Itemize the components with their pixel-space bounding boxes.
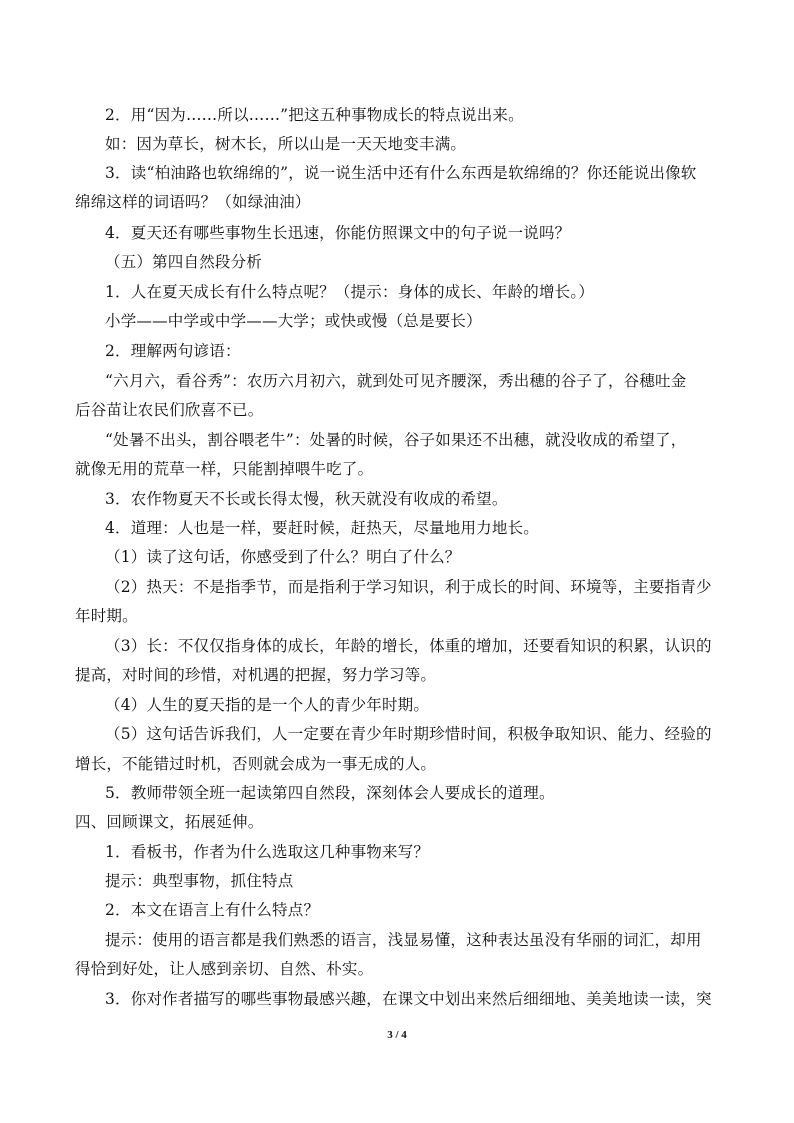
text-line: （1）读了这句话，你感受到了什么？明白了什么？: [105, 548, 461, 566]
text-line: 提示：典型事物，抓住特点: [105, 872, 294, 890]
text-line: 4．道理：人也是一样，要赶时候，赶热天，尽量地用力地长。: [105, 519, 539, 537]
section-heading: （五）第四自然段分析: [105, 253, 263, 271]
text-line: 后谷苗让农民们欣喜不已。: [75, 401, 264, 419]
text-line: 小学——中学或中学——大学；或快或慢（总是要长）: [105, 312, 482, 330]
text-line: “六月六，看谷秀”：农历六月初六，就到处可见齐腰深，秀出穗的谷子了，谷穗吐金: [105, 372, 687, 390]
text-line: 如：因为草长，树木长，所以山是一天天地变丰满。: [105, 135, 467, 153]
page-number: 3 / 4: [387, 1029, 407, 1041]
text-line: “处暑不出头，割谷喂老牛”：处暑的时候，谷子如果还不出穗，就没收成的希望了，: [105, 431, 687, 449]
text-line: 3．读“柏油路也软绵绵的”，说一说生活中还有什么东西是软绵绵的？你还能说出像软: [105, 164, 697, 182]
text-line: 年时期。: [75, 607, 138, 625]
text-line: （3）长：不仅仅指身体的成长，年龄的增长，体重的增加，还要看知识的积累，认识的: [105, 637, 712, 655]
text-line: 1．看板书，作者为什么选取这几种事物来写？: [105, 843, 430, 861]
text-line: 2．本文在语言上有什么特点？: [105, 901, 320, 919]
text-line: 绵绵这样的词语吗？（如绿油油）: [75, 193, 311, 211]
text-line: 2．理解两句谚语：: [105, 342, 241, 360]
text-line: 3．你对作者描写的哪些事物最感兴趣，在课文中划出来然后细细地、美美地读一读，突: [105, 990, 712, 1008]
text-line: 5．教师带领全班一起读第四自然段，深刻体会人要成长的道理。: [105, 784, 555, 802]
text-line: 提示：使用的语言都是我们熟悉的语言，浅显易懂，这种表达虽没有华丽的词汇，却用: [105, 931, 702, 949]
text-line: 就像无用的荒草一样，只能割掉喂牛吃了。: [75, 460, 374, 478]
text-line: 得恰到好处，让人感到亲切、自然、朴实。: [75, 960, 374, 978]
text-line: （4）人生的夏天指的是一个人的青少年时期。: [105, 696, 430, 714]
text-line: （5）这句话告诉我们，人一定要在青少年时期珍惜时间，积极争取知识、能力、经验的: [105, 725, 712, 743]
text-line: 3．农作物夏天不长或长得太慢，秋天就没有收成的希望。: [105, 490, 508, 508]
text-line: 1．人在夏天成长有什么特点呢？（提示：身体的成长、年龄的增长。）: [105, 283, 595, 301]
text-line: （2）热天：不是指季节，而是指利于学习知识，利于成长的时间、环境等，主要指青少: [105, 578, 712, 596]
text-line: 2．用“因为……所以……”把这五种事物成长的特点说出来。: [105, 106, 524, 124]
section-heading: 四、回顾课文，拓展延伸。: [75, 813, 264, 831]
text-line: 增长，不能错过时机，否则就会成为一事无成的人。: [75, 755, 437, 773]
text-line: 提高，对时间的珍惜，对机遇的把握，努力学习等。: [75, 666, 437, 684]
text-line: 4．夏天还有哪些事物生长迅速，你能仿照课文中的句子说一说吗？: [105, 224, 571, 242]
